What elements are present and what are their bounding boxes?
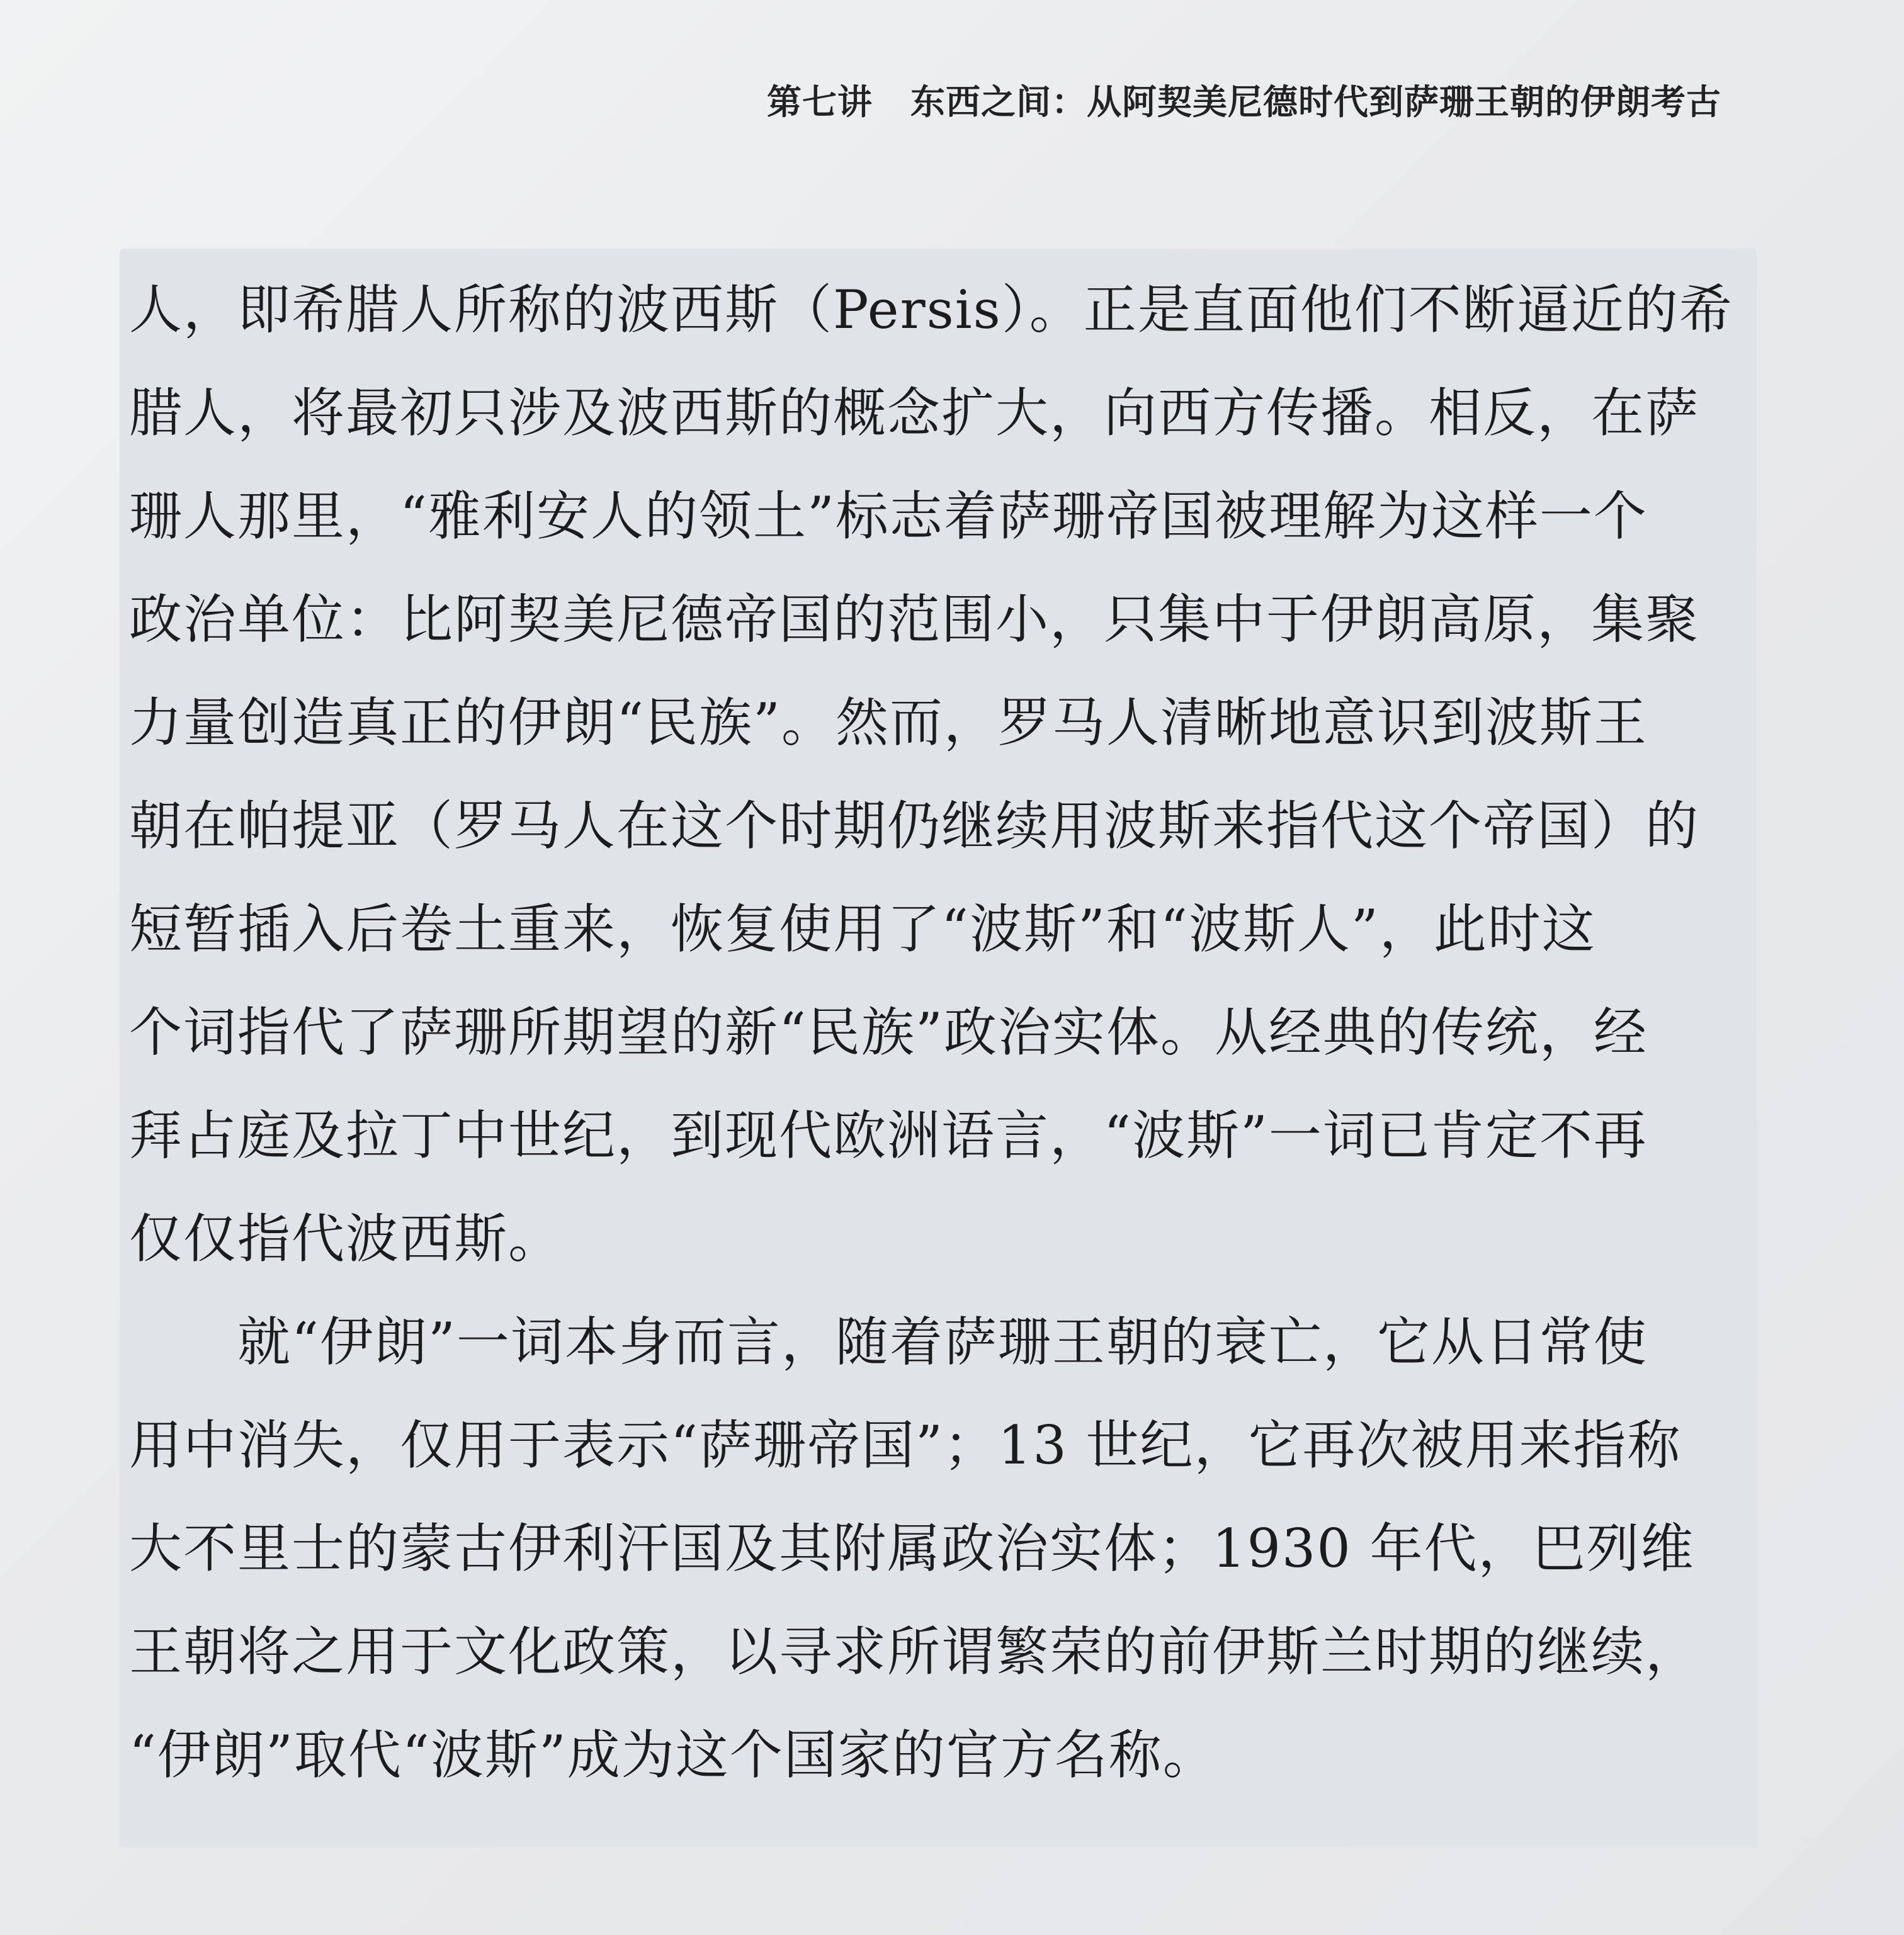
text-line: 人，即希腊人所称的波西斯（Persis）。正是直面他们不断逼近的希	[129, 279, 1733, 341]
chapter-title: 东西之间：从阿契美尼德时代到萨珊王朝的伊朗考古	[910, 82, 1721, 122]
text-line: 用中消失，仅用于表示“萨珊帝国”；13 世纪，它再次被用来指称	[129, 1414, 1682, 1476]
text-line: 短暂插入后卷土重来，恢复使用了“波斯”和“波斯人”，此时这	[129, 898, 1596, 960]
text-line: “伊朗”取代“波斯”成为这个国家的官方名称。	[129, 1724, 1217, 1786]
body-text	[129, 258, 1754, 1807]
text-line: 拜占庭及拉丁中世纪，到现代欧洲语言，“波斯”一词已肯定不再	[129, 1105, 1648, 1166]
running-header	[767, 74, 1721, 124]
text-line: 朝在帕提亚（罗马人在这个时期仍继续用波斯来指代这个帝国）的	[129, 795, 1700, 857]
text-line: 政治单位：比阿契美尼德帝国的范围小，只集中于伊朗高原，集聚	[129, 589, 1700, 650]
text-line: 个词指代了萨珊所期望的新“民族”政治实体。从经典的传统，经	[129, 1001, 1648, 1063]
paragraph-1	[129, 258, 1754, 1290]
text-line: 仅仅指代波西斯。	[129, 1208, 563, 1270]
text-line: 大不里士的蒙古伊利汗国及其附属政治实体；1930 年代，巴列维	[129, 1518, 1695, 1579]
text-line: 力量创造真正的伊朗“民族”。然而，罗马人清晰地意识到波斯王	[129, 692, 1648, 753]
paragraph-2	[129, 1290, 1754, 1807]
chapter-number: 第七讲	[766, 82, 873, 122]
text-line: 珊人那里，“雅利安人的领土”标志着萨珊帝国被理解为这样一个	[129, 485, 1648, 547]
text-line: 王朝将之用于文化政策，以寻求所谓繁荣的前伊斯兰时期的继续，	[129, 1621, 1700, 1683]
text-line: 腊人，将最初只涉及波西斯的概念扩大，向西方传播。相反，在萨	[129, 382, 1700, 444]
text-line: 就“伊朗”一词本身而言，随着萨珊王朝的衰亡，它从日常使	[237, 1311, 1648, 1373]
